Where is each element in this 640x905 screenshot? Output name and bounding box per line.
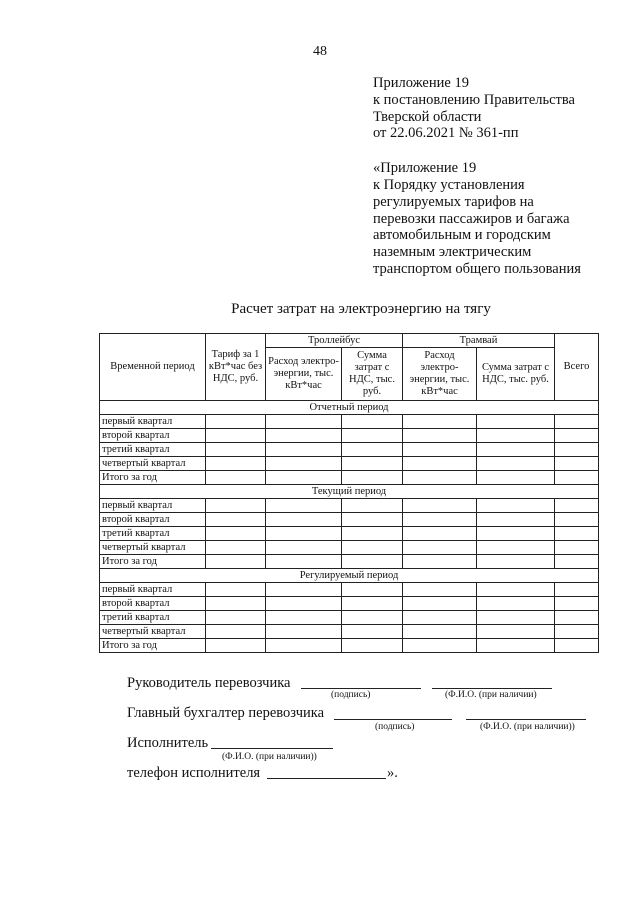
cell[interactable]: [266, 471, 342, 485]
cell[interactable]: [266, 625, 342, 639]
row-label: второй квартал: [100, 429, 206, 443]
header-tariff: Тариф за 1 кВт*час без НДС, руб.: [206, 334, 266, 401]
accountant-signature-line[interactable]: [334, 704, 452, 720]
row-label: третий квартал: [100, 611, 206, 625]
cell[interactable]: [477, 471, 555, 485]
cell[interactable]: [477, 597, 555, 611]
row-label: третий квартал: [100, 527, 206, 541]
cell[interactable]: [266, 443, 342, 457]
cell[interactable]: [555, 541, 599, 555]
cell[interactable]: [403, 499, 477, 513]
cell[interactable]: [342, 639, 403, 653]
cell[interactable]: [342, 555, 403, 569]
table-row: [100, 471, 599, 485]
caption-signature: (подпись): [375, 722, 415, 732]
table-row: [100, 639, 599, 653]
cell[interactable]: [342, 415, 403, 429]
cell[interactable]: [206, 429, 266, 443]
cell[interactable]: [477, 499, 555, 513]
cell[interactable]: [555, 625, 599, 639]
table-row: [100, 583, 599, 597]
cell[interactable]: [555, 471, 599, 485]
appendix-inner-line: автомобильным и городским: [373, 227, 551, 244]
cell[interactable]: [206, 457, 266, 471]
cell[interactable]: [206, 611, 266, 625]
phone-signature: [127, 765, 260, 782]
cell[interactable]: [266, 415, 342, 429]
cell[interactable]: [206, 415, 266, 429]
cell[interactable]: [266, 429, 342, 443]
cell[interactable]: [266, 541, 342, 555]
cell[interactable]: [555, 555, 599, 569]
table-row: [100, 597, 599, 611]
cell[interactable]: [342, 499, 403, 513]
cell[interactable]: [477, 611, 555, 625]
head-signature: [127, 675, 290, 692]
cell[interactable]: [403, 625, 477, 639]
header-trolleybus: Троллейбус: [266, 334, 403, 348]
cell[interactable]: [342, 513, 403, 527]
cell[interactable]: [477, 555, 555, 569]
row-label: Итого за год: [100, 639, 206, 653]
header-trolley-consumption: Расход электро-энергии, тыс. кВт*час: [266, 348, 342, 401]
appendix-line: Тверской области: [373, 108, 482, 125]
cell[interactable]: [206, 513, 266, 527]
closing-quote: ».: [387, 765, 398, 781]
row-label: третий квартал: [100, 443, 206, 457]
document-title: Расчет затрат на электроэнергию на тягу: [231, 301, 491, 317]
cell[interactable]: [206, 443, 266, 457]
header-total: Всего: [555, 334, 599, 401]
head-label: Руководитель перевозчика: [127, 675, 291, 691]
cell[interactable]: [206, 471, 266, 485]
table-row: [100, 555, 599, 569]
caption-signature: (подпись): [331, 690, 371, 700]
cell[interactable]: [342, 597, 403, 611]
cell[interactable]: [403, 583, 477, 597]
cell[interactable]: [403, 611, 477, 625]
cell[interactable]: [477, 513, 555, 527]
section-reporting: Отчетный период: [100, 401, 599, 415]
table-row: [100, 457, 599, 471]
cell[interactable]: [403, 527, 477, 541]
row-label: Итого за год: [100, 471, 206, 485]
appendix-line: Приложение 19: [373, 75, 469, 91]
cell[interactable]: [206, 499, 266, 513]
spacer: [373, 142, 581, 160]
cell[interactable]: [555, 429, 599, 443]
header-tram-consumption: Расход электро-энергии, тыс. кВт*час: [403, 348, 477, 401]
appendix-inner-line: перевозки пассажиров и багажа: [373, 210, 570, 227]
appendix-header: [373, 75, 581, 278]
cell[interactable]: [403, 429, 477, 443]
cell[interactable]: [403, 597, 477, 611]
row-label: первый квартал: [100, 583, 206, 597]
table-row: [100, 611, 599, 625]
cell[interactable]: [403, 555, 477, 569]
header-trolley-sum: Сумма затрат с НДС, тыс. руб.: [342, 348, 403, 401]
cell[interactable]: [403, 457, 477, 471]
table-row: [100, 499, 599, 513]
appendix-inner-line: транспортом общего пользования: [373, 260, 581, 277]
table-row: [100, 443, 599, 457]
head-name-line[interactable]: [432, 673, 552, 689]
cell[interactable]: [342, 443, 403, 457]
cell[interactable]: [477, 443, 555, 457]
cell[interactable]: [266, 513, 342, 527]
cell[interactable]: [266, 555, 342, 569]
cell[interactable]: [555, 597, 599, 611]
cell[interactable]: [266, 583, 342, 597]
cell[interactable]: [266, 527, 342, 541]
cell[interactable]: [555, 639, 599, 653]
cell[interactable]: [403, 541, 477, 555]
cell[interactable]: [342, 471, 403, 485]
appendix-line: к постановлению Правительства: [373, 91, 575, 108]
cell[interactable]: [477, 639, 555, 653]
row-label: Итого за год: [100, 555, 206, 569]
cell[interactable]: [477, 625, 555, 639]
caption-name: (Ф.И.О. (при наличии)): [480, 722, 575, 732]
cell[interactable]: [266, 597, 342, 611]
cell[interactable]: [206, 527, 266, 541]
cell[interactable]: [342, 527, 403, 541]
table-row: [100, 415, 599, 429]
appendix-inner-line: регулируемых тарифов на: [373, 193, 534, 210]
accountant-label: Главный бухгалтер перевозчика: [127, 705, 325, 721]
appendix-inner-line: наземным электрическим: [373, 244, 532, 261]
cell[interactable]: [403, 471, 477, 485]
cell[interactable]: [477, 457, 555, 471]
page-number: 48: [313, 44, 327, 59]
executor-label: Исполнитель: [127, 735, 209, 751]
cell[interactable]: [555, 415, 599, 429]
row-label: второй квартал: [100, 597, 206, 611]
phone-line[interactable]: [267, 763, 386, 779]
cell[interactable]: [403, 639, 477, 653]
accountant-signature: [127, 705, 324, 722]
cell[interactable]: [342, 429, 403, 443]
header-period: Временной период: [100, 334, 206, 401]
appendix-inner-line: «Приложение 19: [373, 160, 477, 177]
row-label: второй квартал: [100, 513, 206, 527]
phone-label: телефон исполнителя: [127, 765, 261, 781]
row-label: первый квартал: [100, 499, 206, 513]
cell[interactable]: [555, 583, 599, 597]
cell[interactable]: [266, 639, 342, 653]
cell[interactable]: [403, 513, 477, 527]
cell[interactable]: [477, 415, 555, 429]
header-tram-sum: Сумма затрат с НДС, тыс. руб.: [477, 348, 555, 401]
section-current: Текущий период: [100, 485, 599, 499]
cell[interactable]: [342, 541, 403, 555]
appendix-line: от 22.06.2021 № 361-пп: [373, 125, 519, 142]
cell[interactable]: [342, 457, 403, 471]
caption-name: (Ф.И.О. (при наличии)): [222, 752, 317, 762]
accountant-name-line[interactable]: [466, 704, 586, 720]
table-row: [100, 541, 599, 555]
cell[interactable]: [266, 611, 342, 625]
cell[interactable]: [206, 555, 266, 569]
row-label: четвертый квартал: [100, 541, 206, 555]
cell[interactable]: [206, 597, 266, 611]
cell[interactable]: [477, 527, 555, 541]
cell[interactable]: [342, 611, 403, 625]
cell[interactable]: [555, 513, 599, 527]
executor-name-line[interactable]: [211, 733, 333, 749]
table-row: [100, 429, 599, 443]
row-label: четвертый квартал: [100, 625, 206, 639]
cell[interactable]: [555, 443, 599, 457]
head-signature-line[interactable]: [301, 673, 421, 689]
cell[interactable]: [266, 457, 342, 471]
section-regulated: Регулируемый период: [100, 569, 599, 583]
executor-signature: [127, 735, 208, 752]
table-row: [100, 625, 599, 639]
caption-name: (Ф.И.О. (при наличии): [445, 690, 537, 700]
cell[interactable]: [403, 415, 477, 429]
cell[interactable]: [403, 443, 477, 457]
cell[interactable]: [206, 583, 266, 597]
header-tram: Трамвай: [403, 334, 555, 348]
row-label: четвертый квартал: [100, 457, 206, 471]
row-label: первый квартал: [100, 415, 206, 429]
cell[interactable]: [555, 457, 599, 471]
cell[interactable]: [206, 625, 266, 639]
table-row: [100, 527, 599, 541]
table-row: [100, 513, 599, 527]
cell[interactable]: [555, 499, 599, 513]
cell[interactable]: [555, 527, 599, 541]
cell[interactable]: [477, 541, 555, 555]
appendix-inner-line: к Порядку установления: [373, 176, 525, 193]
cell[interactable]: [206, 639, 266, 653]
cell[interactable]: [342, 583, 403, 597]
cell[interactable]: [477, 429, 555, 443]
cell[interactable]: [477, 583, 555, 597]
cell[interactable]: [342, 625, 403, 639]
cell[interactable]: [555, 611, 599, 625]
cell[interactable]: [206, 541, 266, 555]
cell[interactable]: [266, 499, 342, 513]
cost-table: [99, 333, 599, 653]
